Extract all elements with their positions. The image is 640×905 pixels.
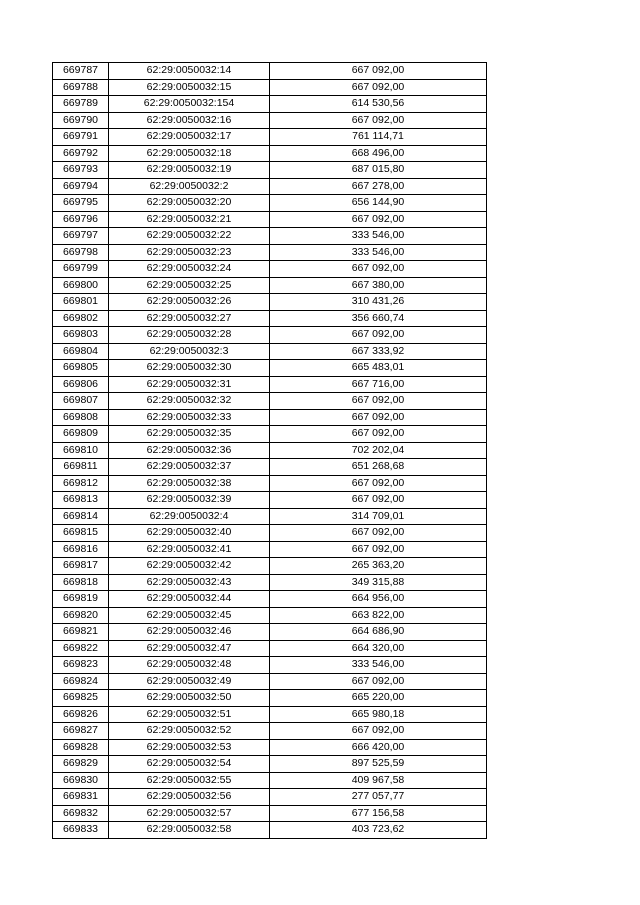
cadastral-number-cell: 62:29:0050032:49 xyxy=(109,673,270,690)
cadastral-number-cell: 62:29:0050032:2 xyxy=(109,178,270,195)
cadastral-number-cell: 62:29:0050032:30 xyxy=(109,360,270,377)
cadastral-number-cell: 62:29:0050032:24 xyxy=(109,261,270,278)
table-row xyxy=(53,789,487,806)
table-row xyxy=(53,376,487,393)
row-number-cell: 669829 xyxy=(53,756,109,773)
cadastral-number-cell: 62:29:0050032:14 xyxy=(109,63,270,80)
table-row xyxy=(53,492,487,509)
value-cell: 667 092,00 xyxy=(270,426,487,443)
table-row xyxy=(53,591,487,608)
table-row xyxy=(53,112,487,129)
value-cell: 664 686,90 xyxy=(270,624,487,641)
table-row xyxy=(53,508,487,525)
cadastral-number-cell: 62:29:0050032:25 xyxy=(109,277,270,294)
row-number-cell: 669796 xyxy=(53,211,109,228)
value-cell: 667 092,00 xyxy=(270,525,487,542)
cadastral-number-cell: 62:29:0050032:42 xyxy=(109,558,270,575)
table-row xyxy=(53,327,487,344)
row-number-cell: 669828 xyxy=(53,739,109,756)
cadastral-number-cell: 62:29:0050032:35 xyxy=(109,426,270,443)
cadastral-number-cell: 62:29:0050032:51 xyxy=(109,706,270,723)
value-cell: 409 967,58 xyxy=(270,772,487,789)
value-cell: 687 015,80 xyxy=(270,162,487,179)
value-cell: 667 092,00 xyxy=(270,492,487,509)
row-number-cell: 669809 xyxy=(53,426,109,443)
table-row xyxy=(53,393,487,410)
value-cell: 349 315,88 xyxy=(270,574,487,591)
value-cell: 668 496,00 xyxy=(270,145,487,162)
cadastral-number-cell: 62:29:0050032:28 xyxy=(109,327,270,344)
cadastral-number-cell: 62:29:0050032:20 xyxy=(109,195,270,212)
table-row xyxy=(53,442,487,459)
cadastral-number-cell: 62:29:0050032:56 xyxy=(109,789,270,806)
value-cell: 667 092,00 xyxy=(270,541,487,558)
value-cell: 665 980,18 xyxy=(270,706,487,723)
table-row xyxy=(53,541,487,558)
row-number-cell: 669806 xyxy=(53,376,109,393)
table-row xyxy=(53,261,487,278)
row-number-cell: 669815 xyxy=(53,525,109,542)
table-row xyxy=(53,525,487,542)
table-row xyxy=(53,723,487,740)
value-cell: 614 530,56 xyxy=(270,96,487,113)
value-cell: 667 092,00 xyxy=(270,673,487,690)
cadastral-number-cell: 62:29:0050032:23 xyxy=(109,244,270,261)
value-cell: 667 092,00 xyxy=(270,393,487,410)
table-body xyxy=(53,63,487,839)
cadastral-number-cell: 62:29:0050032:41 xyxy=(109,541,270,558)
table-row xyxy=(53,277,487,294)
row-number-cell: 669820 xyxy=(53,607,109,624)
cadastral-number-cell: 62:29:0050032:3 xyxy=(109,343,270,360)
table-row xyxy=(53,178,487,195)
table-row xyxy=(53,211,487,228)
value-cell: 663 822,00 xyxy=(270,607,487,624)
table-row xyxy=(53,360,487,377)
value-cell: 403 723,62 xyxy=(270,822,487,839)
table-row xyxy=(53,294,487,311)
value-cell: 677 156,58 xyxy=(270,805,487,822)
table-row xyxy=(53,640,487,657)
value-cell: 702 202,04 xyxy=(270,442,487,459)
table-row xyxy=(53,558,487,575)
value-cell: 667 333,92 xyxy=(270,343,487,360)
row-number-cell: 669791 xyxy=(53,129,109,146)
row-number-cell: 669804 xyxy=(53,343,109,360)
row-number-cell: 669833 xyxy=(53,822,109,839)
row-number-cell: 669810 xyxy=(53,442,109,459)
cadastral-number-cell: 62:29:0050032:31 xyxy=(109,376,270,393)
row-number-cell: 669802 xyxy=(53,310,109,327)
cadastral-number-cell: 62:29:0050032:37 xyxy=(109,459,270,476)
table-row xyxy=(53,739,487,756)
table-row xyxy=(53,772,487,789)
cadastral-number-cell: 62:29:0050032:21 xyxy=(109,211,270,228)
row-number-cell: 669812 xyxy=(53,475,109,492)
table-row xyxy=(53,79,487,96)
value-cell: 667 716,00 xyxy=(270,376,487,393)
cadastral-number-cell: 62:29:0050032:15 xyxy=(109,79,270,96)
table-row xyxy=(53,310,487,327)
row-number-cell: 669800 xyxy=(53,277,109,294)
table-row xyxy=(53,63,487,80)
row-number-cell: 669811 xyxy=(53,459,109,476)
value-cell: 667 092,00 xyxy=(270,409,487,426)
value-cell: 356 660,74 xyxy=(270,310,487,327)
value-cell: 665 220,00 xyxy=(270,690,487,707)
value-cell: 314 709,01 xyxy=(270,508,487,525)
value-cell: 667 092,00 xyxy=(270,723,487,740)
table-row xyxy=(53,195,487,212)
table-row xyxy=(53,822,487,839)
cadastral-number-cell: 62:29:0050032:50 xyxy=(109,690,270,707)
value-cell: 667 380,00 xyxy=(270,277,487,294)
cadastral-number-cell: 62:29:0050032:18 xyxy=(109,145,270,162)
table-row xyxy=(53,805,487,822)
table-row xyxy=(53,228,487,245)
row-number-cell: 669823 xyxy=(53,657,109,674)
row-number-cell: 669818 xyxy=(53,574,109,591)
cadastral-number-cell: 62:29:0050032:43 xyxy=(109,574,270,591)
table-row xyxy=(53,426,487,443)
table-row xyxy=(53,409,487,426)
table-row xyxy=(53,129,487,146)
value-cell: 664 956,00 xyxy=(270,591,487,608)
cadastral-number-cell: 62:29:0050032:47 xyxy=(109,640,270,657)
row-number-cell: 669819 xyxy=(53,591,109,608)
table-row xyxy=(53,673,487,690)
value-cell: 333 546,00 xyxy=(270,244,487,261)
value-cell: 333 546,00 xyxy=(270,228,487,245)
table-row xyxy=(53,756,487,773)
table-row xyxy=(53,574,487,591)
cadastral-number-cell: 62:29:0050032:154 xyxy=(109,96,270,113)
cadastral-value-table xyxy=(52,62,487,839)
value-cell: 666 420,00 xyxy=(270,739,487,756)
table-row xyxy=(53,162,487,179)
cadastral-number-cell: 62:29:0050032:54 xyxy=(109,756,270,773)
value-cell: 667 092,00 xyxy=(270,327,487,344)
table-row xyxy=(53,706,487,723)
cadastral-number-cell: 62:29:0050032:52 xyxy=(109,723,270,740)
row-number-cell: 669793 xyxy=(53,162,109,179)
row-number-cell: 669822 xyxy=(53,640,109,657)
row-number-cell: 669832 xyxy=(53,805,109,822)
value-cell: 667 092,00 xyxy=(270,261,487,278)
cadastral-number-cell: 62:29:0050032:36 xyxy=(109,442,270,459)
cadastral-number-cell: 62:29:0050032:58 xyxy=(109,822,270,839)
row-number-cell: 669826 xyxy=(53,706,109,723)
value-cell: 897 525,59 xyxy=(270,756,487,773)
row-number-cell: 669788 xyxy=(53,79,109,96)
table-row xyxy=(53,145,487,162)
row-number-cell: 669792 xyxy=(53,145,109,162)
value-cell: 667 278,00 xyxy=(270,178,487,195)
value-cell: 667 092,00 xyxy=(270,112,487,129)
cadastral-number-cell: 62:29:0050032:39 xyxy=(109,492,270,509)
value-cell: 651 268,68 xyxy=(270,459,487,476)
cadastral-number-cell: 62:29:0050032:44 xyxy=(109,591,270,608)
cadastral-number-cell: 62:29:0050032:32 xyxy=(109,393,270,410)
value-cell: 277 057,77 xyxy=(270,789,487,806)
row-number-cell: 669813 xyxy=(53,492,109,509)
table-row xyxy=(53,475,487,492)
table-row xyxy=(53,96,487,113)
value-cell: 333 546,00 xyxy=(270,657,487,674)
value-cell: 761 114,71 xyxy=(270,129,487,146)
table-row xyxy=(53,657,487,674)
row-number-cell: 669787 xyxy=(53,63,109,80)
cadastral-number-cell: 62:29:0050032:57 xyxy=(109,805,270,822)
row-number-cell: 669789 xyxy=(53,96,109,113)
cadastral-number-cell: 62:29:0050032:26 xyxy=(109,294,270,311)
row-number-cell: 669825 xyxy=(53,690,109,707)
cadastral-number-cell: 62:29:0050032:40 xyxy=(109,525,270,542)
cadastral-number-cell: 62:29:0050032:16 xyxy=(109,112,270,129)
value-cell: 656 144,90 xyxy=(270,195,487,212)
row-number-cell: 669805 xyxy=(53,360,109,377)
cadastral-number-cell: 62:29:0050032:53 xyxy=(109,739,270,756)
row-number-cell: 669817 xyxy=(53,558,109,575)
row-number-cell: 669797 xyxy=(53,228,109,245)
value-cell: 667 092,00 xyxy=(270,63,487,80)
cadastral-number-cell: 62:29:0050032:45 xyxy=(109,607,270,624)
cadastral-number-cell: 62:29:0050032:19 xyxy=(109,162,270,179)
row-number-cell: 669824 xyxy=(53,673,109,690)
cadastral-number-cell: 62:29:0050032:48 xyxy=(109,657,270,674)
row-number-cell: 669803 xyxy=(53,327,109,344)
row-number-cell: 669831 xyxy=(53,789,109,806)
value-cell: 667 092,00 xyxy=(270,211,487,228)
row-number-cell: 669799 xyxy=(53,261,109,278)
cadastral-number-cell: 62:29:0050032:27 xyxy=(109,310,270,327)
cadastral-number-cell: 62:29:0050032:33 xyxy=(109,409,270,426)
cadastral-number-cell: 62:29:0050032:38 xyxy=(109,475,270,492)
row-number-cell: 669801 xyxy=(53,294,109,311)
cadastral-number-cell: 62:29:0050032:22 xyxy=(109,228,270,245)
row-number-cell: 669821 xyxy=(53,624,109,641)
row-number-cell: 669816 xyxy=(53,541,109,558)
value-cell: 667 092,00 xyxy=(270,79,487,96)
cadastral-number-cell: 62:29:0050032:4 xyxy=(109,508,270,525)
value-cell: 667 092,00 xyxy=(270,475,487,492)
row-number-cell: 669790 xyxy=(53,112,109,129)
row-number-cell: 669827 xyxy=(53,723,109,740)
table-row xyxy=(53,624,487,641)
table-row xyxy=(53,607,487,624)
row-number-cell: 669795 xyxy=(53,195,109,212)
table-row xyxy=(53,459,487,476)
value-cell: 664 320,00 xyxy=(270,640,487,657)
cadastral-number-cell: 62:29:0050032:55 xyxy=(109,772,270,789)
value-cell: 265 363,20 xyxy=(270,558,487,575)
cadastral-number-cell: 62:29:0050032:46 xyxy=(109,624,270,641)
row-number-cell: 669830 xyxy=(53,772,109,789)
table-row xyxy=(53,244,487,261)
value-cell: 665 483,01 xyxy=(270,360,487,377)
cadastral-number-cell: 62:29:0050032:17 xyxy=(109,129,270,146)
row-number-cell: 669807 xyxy=(53,393,109,410)
row-number-cell: 669798 xyxy=(53,244,109,261)
row-number-cell: 669808 xyxy=(53,409,109,426)
value-cell: 310 431,26 xyxy=(270,294,487,311)
row-number-cell: 669814 xyxy=(53,508,109,525)
table-row xyxy=(53,690,487,707)
table-row xyxy=(53,343,487,360)
row-number-cell: 669794 xyxy=(53,178,109,195)
